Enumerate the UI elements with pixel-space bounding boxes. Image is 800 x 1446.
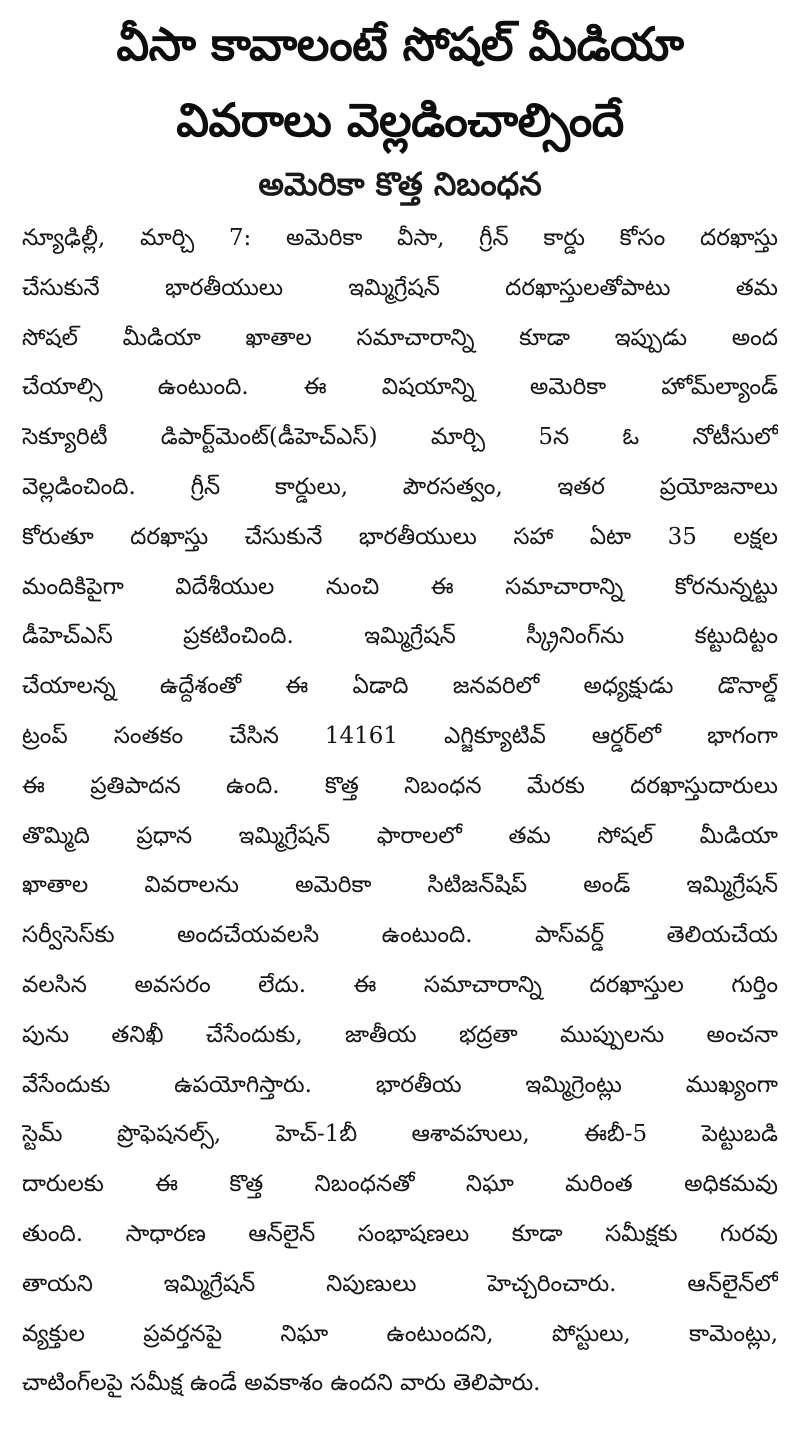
headline-line-2: వివరాలు వెల్లడించాల్సిందే [176,93,624,147]
article-line: తుంది. సాధారణ ఆన్‌లైన్ సంభాషణలు కూడా సమీక్షకు గురవు [22,1220,778,1247]
article-line: ట్రంప్ సంతకం చేసిన 14161 ఎగ్జిక్యూటివ్ ఆర్డర్‌లో భాగంగా [22,722,778,749]
article-line: వలసిన అవసరం లేదు. ఈ సమాచారాన్ని దరఖాస్తుల గుర్తిం [22,971,778,998]
article-line: ఈ ప్రతిపాదన ఉంది. కొత్త నిబంధన మేరకు దరఖాస్తుదారులు [22,772,778,799]
article-line: దారులకు ఈ కొత్త నిబంధనతో నిఘా మరింత అధికమవు [22,1171,778,1198]
article-line: సోషల్ మీడియా ఖాతాల సమాచారాన్ని కూడా ఇప్పుడు అంద [22,324,778,351]
article-line: సర్వీసెస్‌కు అందచేయవలసి ఉంటుంది. పాస్‌వర్డ్ తెలియచేయ [22,922,778,949]
article-line: తాయని ఇమ్మిగ్రేషన్ నిపుణులు హెచ్చరించారు. ఆన్‌లైన్‌లో [22,1270,778,1297]
article-line: న్యూఢిల్లీ, మార్చి 7: అమెరికా వీసా, గ్రీన్ కార్డు కోసం దరఖాస్తు [22,225,778,251]
article-line: ఖాతాల వివరాలను అమెరికా సిటిజన్‌షిప్ అండ్ ఇమ్మిగ్రేషన్ [22,872,778,899]
article-line: కోరుతూ దరఖాస్తు చేసుకునే భారతీయులు సహా ఏటా 35 లక్షల [22,523,778,550]
article-line: చేయాలన్న ఉద్దేశంతో ఈ ఏడాది జనవరిలో అధ్యక్షుడు డొనాల్డ్ [22,673,778,700]
article-line: తొమ్మిది ప్రధాన ఇమ్మిగ్రేషన్ ఫారాలలో తమ సోషల్ మీడియా [22,822,778,849]
article-line: స్టెమ్ ప్రొఫెషనల్స్, హెచ్-1బీ ఆశావహులు, ఈబీ-5 పెట్టుబడి [22,1121,778,1148]
article-line: వెల్లడించింది. గ్రీన్ కార్డులు, పౌరసత్వం, ఇతర ప్రయోజనాలు [22,473,778,500]
article-line: డీహెచ్ఎస్ ప్రకటించింది. ఇమ్మిగ్రేషన్ స్క్రీనింగ్‌ను కట్టుదిట్టం [22,623,778,650]
subheadline: అమెరికా కొత్త నిబంధన [258,165,542,203]
article-line: వ్యక్తుల ప్రవర్తనపై నిఘా ఉంటుందని, పోస్టులు, కామెంట్లు, [22,1320,778,1347]
article-line: వేసేందుకు ఉపయోగిస్తారు. భారతీయ ఇమ్మిగ్రెంట్లు ముఖ్యంగా [22,1071,778,1098]
headline-line-1: వీసా కావాలంటే సోషల్ మీడియా [116,17,684,71]
article-line: మందికిపైగా విదేశీయుల నుంచి ఈ సమాచారాన్ని కోరనున్నట్టు [22,573,778,600]
article-line: చేసుకునే భారతీయులు ఇమ్మిగ్రేషన్ దరఖాస్తులతోపాటు తమ [22,274,778,301]
headline [22,6,778,158]
article-line: చాటింగ్‌లపై సమీక్ష ఉండే అవకాశం ఉందని వారు తెలిపారు. [22,1370,541,1397]
article-line: సెక్యూరిటీ డిపార్ట్‌మెంట్(డీహెచ్ఎస్) మార్చి 5న ఓ నోటీసులో [22,424,778,451]
article-line: చేయాల్సి ఉంటుంది. ఈ విషయాన్ని అమెరికా హోమ్‌ల్యాండ్ [22,374,778,401]
article-line: పును తనిఖీ చేసేందుకు, జాతీయ భద్రతా ముప్పులను అంచనా [22,1021,778,1048]
article-body [22,214,778,1409]
